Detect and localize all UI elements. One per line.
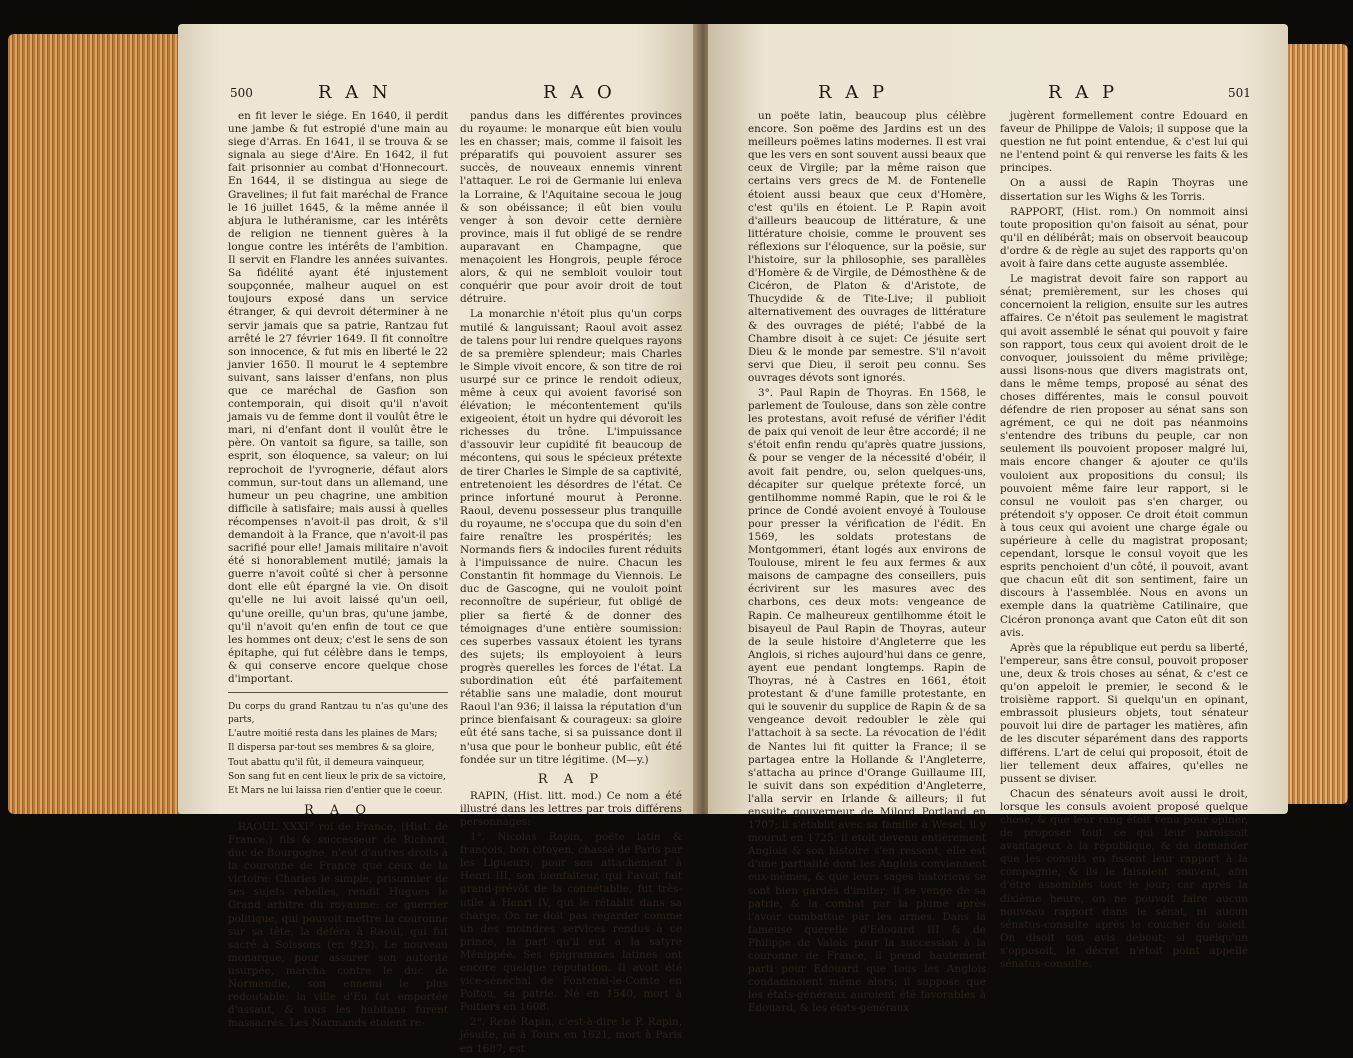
right-page-number: 501	[1228, 86, 1251, 100]
paragraph: On a aussi de Rapin Thoyras une dissertation sur les Wighs & les Torris.	[1000, 177, 1248, 203]
paragraph: jugèrent formellement contre Edouard en faveur de Philippe de Valois; il suppose que la question ne fut point entendue, & c'est lui qui ne l'entend point & qui renverse les faits & les principes.	[1000, 110, 1248, 175]
paragraph: RAPIN, (Hist. litt. mod.) Ce nom a été illustré dans les lettres par trois différens personnages:	[460, 789, 682, 828]
paragraph: pandus dans les différentes provinces du royaume: le monarque eût bien voulu les en chasser; mais, comme il faisoit les préparatifs qui pouvoient assurer ses succès, de nouveaux ennemis vinrent l'attaquer. Le roi de Germanie lui enleva la Lorraine, & l'Aquitaine secoua le joug & son obéissance; il eût bien voulu venger à son devoir cette dernière province, mais il fut obligé de se rendre auparavant en Champagne, que menaçoient les Hongrois, peuple féroce alors, & qui ne sembloit vouloir tout conquérir que pour avoir droit de tout détruire.	[460, 110, 682, 306]
paragraph: 3°. Paul Rapin de Thoyras. En 1568, le parlement de Toulouse, dans son zèle contre les protestans, avoit refusé de vérifier l'édit de paix qui venoit de leur être accordé; il ne s'étoit enfin rendu qu'après quatre jussions, & pour se venger de la nécessité d'obéir, il avoit fait pendre, ou, selon quelques-uns, décapiter sur quelque prétexte forcé, un gentilhomme nommé Rapin, que le roi & le prince de Condé avoient envoyé à Toulouse pour presser la vérification de l'édit. En 1569, les soldats protestans de Montgommeri, étant logés aux environs de Toulouse, mirent le feu aux fermes & aux maisons de campagne des conseillers, puis écrivirent sur les masures avec des charbons, ces deux mots: vengeance de Rapin. Ce malheureux gentilhomme étoit le bisayeul de Paul Rapin de Thoyras, auteur de la seule histoire d'Angleterre que les Anglois, si riches aujourd'hui dans ce genre, ayent eue pendant longtemps. Rapin de Thoyras, né à Castres en 1661, étoit protestant & d'une famille protestante, en qui le souvenir du supplice de Rapin & de sa vengeance devoit redoubler le zèle qui l'attachoit à sa secte. La révocation de l'édit de Nantes lui fit quitter la France; il se partagea entre la Hollande & l'Angleterre, s'attacha au prince d'Orange Guillaume III, le suivit dans son expédition d'Angleterre, l'alla servir en Irlande & ailleurs; il fut ensuite gouverneur de Milord Portland en 1707; il s'établit avec sa famille à Wesel, il y mourut en 1725: il étoit devenu entièrement Anglois & son histoire s'en ressent, elle est d'une partialité dont les Anglois conviennent eux-mêmes, & que leurs sages historiens se sont bien gardés d'imiter; il se venge de sa patrie, & la combat par la plume après l'avoir combattue par les armes. Dans la fameuse querelle d'Edouard III & de Philippe de Valois pour la succession à la couronne de France, il prend hautement parti pour Edouard que tous les Anglois condamnoient même alors; il suppose que les états-généraux auroient été favorables à Edouard, & les états-généraux	[748, 386, 986, 1015]
open-book	[8, 14, 1348, 1055]
left-header-left: R A N	[318, 82, 392, 103]
left-column-2	[460, 110, 682, 1058]
left-page-stack	[8, 34, 188, 814]
paragraph: Le magistrat devoit faire son rapport au sénat; premièrement, sur les choses qui concernoient la religion, ensuite sur les autres affaires. Ce n'étoit pas seulement le magistrat qui avoit assemblé le sénat qui pouvoit y faire son rapport, tous ceux qui avoient droit de le convoquer, jouissoient du même privilège; aussi lisons-nous que divers magistrats ont, dans le même temps, proposé au sénat des choses différentes, mais le consul pouvoit défendre de rien proposer au sénat sans son agrément, ce qui ne doit pas néanmoins s'entendre des tribuns du peuple, car non seulement ils pouvoient proposer malgré lui, mais encore changer & ajouter ce qu'ils vouloient aux propositions du consul; ils pouvoient même faire leur rapport, si le consul ne vouloit pas s'en charger, ou prétendoit s'y opposer. Ce droit étoit commun à tous ceux qui avoient une charge égale ou supérieure à celle du magistrat proposant; cependant, lorsque le consul voyoit que les esprits penchoient d'un côté, il pouvoit, avant que chacun eût dit son sentiment, faire un discours à l'assemblée. Nous en avons un exemple dans la quatrième Catilinaire, que Cicéron prononça avant que Caton eût dit son avis.	[1000, 273, 1248, 639]
paragraph: Après que la république eut perdu sa liberté, l'empereur, sans être consul, pouvoit proposer une, deux & trois choses au sénat, & c'est ce qu'on appeloit le premier, le second & le troisième rapport. Si quelqu'un en opinant, embrassoit plusieurs objets, tout sénateur pouvoit lui dire de partager les matières, afin de les discuter séparément dans des rapports différens. L'art de celui qui proposoit, étoit de lier tellement deux affaires, qu'elles ne pussent se diviser.	[1000, 641, 1248, 785]
verse-line: Il dispersa par-tout ses membres & sa gloire,	[228, 743, 435, 754]
right-header-right: R A P	[1048, 82, 1119, 103]
right-column-1	[748, 110, 986, 1017]
section-title-rao: R A O	[303, 802, 373, 818]
section-title-rap: R A P	[537, 771, 605, 787]
left-page-number: 500	[230, 86, 253, 100]
verse-line: Son sang fut en cent lieux le prix de sa victoire,	[228, 771, 446, 782]
divider	[228, 692, 448, 693]
paragraph: RAPPORT, (Hist. rom.) On nommoit ainsi toute proposition qu'on faisoit au sénat, pour qu'il en délibérât; mais on observoit beaucoup d'ordre & de règle au sujet des rapports qu'on avoit à faire dans cette auguste assemblée.	[1000, 205, 1248, 271]
verse-line: Tout abattu qu'il fût, il demeura vainqueur,	[228, 757, 425, 768]
verse-line: L'autre moitié resta dans les plaines de Mars;	[228, 729, 438, 740]
paragraph: La monarchie n'étoit plus qu'un corps mutilé & languissant; Raoul avoit assez de talens pour lui rendre quelques rayons de sa première splendeur; mais Charles le Simple vivoit encore, & son titre de roi usurpé sur ce prince le rendoit odieux, même à ceux qui avoient favorisé son élévation; le mécontentement qu'ils exigeoient, étoit un hydre qui dévoroit les richesses du trône. L'impuissance d'assouvir leur cupidité fit beaucoup de mécontens, qui sous le spécieux prétexte de tirer Charles le Simple de sa captivité, entretenoient les désordres de l'état. Ce prince infortuné mourut à Peronne. Raoul, devenu possesseur plus tranquille du royaume, ne s'occupa que du soin d'en faire renaître les prospérités; les Normands fiers & indociles furent réduits à l'impuissance de nuire. Chacun les Constantin fit hommage du Viennois. Le duc de Gascogne, qui ne vouloit point reconnoître de supérieur, fut obligé de plier sa fierté & de donner des témoignages d'une entière soumission: ces superbes vassaux étoient les tyrans des sujets; ils employoient à leurs progrès querelles les forces de l'état. La subordination eût été parfaitement rétablie sans une maladie, dont mourut Raoul l'an 936; il laissa la réputation d'un prince bienfaisant & courageux: sa gloire eût été sans tache, si sa puissance dont il n'usa que pour le bonheur public, eût été fondée sur un titre légitime. (M—y.)	[460, 308, 682, 766]
left-page	[178, 24, 698, 1055]
paragraph: RAOUL XXXI° roi de France, (Hist. de France.) fils & successeur de Richard, duc de Bourgogne, n'eut d'autres droits à la couronne de France que ceux de la victoire: Charles le simple, prisonnier de ses sujets rebelles, rendit Hugues le Grand arbitre du royaume: ce guerrier politique, qui pouvoit mettre la couronne sur sa tête, la déféra à Raoul, qui fut sacré à Soissons (en 923). Le nouveau monarque, pour assurer son autorité usurpée, marcha contre le duc de Normandie, son ennemi le plus redoutable; la ville d'Eu fut emportée d'assaut, & tous les habitans furent massacrés. Les Normands étoient re-	[228, 820, 448, 1030]
paragraph: 2°. René Rapin, c'est-à-dire le P. Rapin, jésuite, né à Tours en 1621, mort à Paris en 1687, est	[460, 1016, 682, 1055]
left-header-right: R A O	[543, 82, 616, 103]
paragraph: en fit lever le siége. En 1640, il perdit une jambe & fut estropié d'une main au siege d'Arras. En 1641, il se trouva & se signala au siege d'Aire. En 1642, il fut fait prisonnier au combat d'Honnecourt. En 1644, il se distingua au siege de Gravelines; il fut fait maréchal de France le 16 juillet 1645, & la même année il abjura le luthéranisme, car les intérêts de religion ne tiennent guères à la longue contre les intérêts de l'ambition. Il servit en Flandre les années suivantes. Sa fidélité ayant été injustement soupçonnée, malheur auquel on est toujours exposé dans un service étranger, & qui devroit déterminer à ne servir jamais que sa patrie, Rantzau fut arrêté le 27 février 1649. Il fit connoître son innocence, & fut mis en liberté le 22 janvier 1650. Il mourut le 4 septembre suivant, sans laisser d'enfans, non plus que ce maréchal de Gasfion son contemporain, qui disoit qu'il n'avoit jamais vu de femme dont il voulût être le mari, ni d'enfant dont il voulût être le père. On vantoit sa figure, sa taille, son esprit, son éloquence, sa valeur; on lui reprochoit de l'yvrognerie, défaut alors commun, sur-tout dans un allemand, une humeur un peu chagrine, une ambition difficile à satisfaire; mais aussi à quelles récompenses n'avoit-il pas droit, & s'il demandoit à la France, que n'avoit-il pas sacrifié pour elle! Jamais militaire n'avoit été si honorablement mutilé; jamais la guerre n'avoit coûté si cher à personne dont elle eût épargné la vie. On disoit qu'elle ne lui avoit laissé qu'un oeil, qu'une oreille, qu'un bras, qu'une jambe, qu'il n'avoit qu'en enfin de tout ce que les hommes ont deux; c'est le sens de son épitaphe, qui fut célèbre dans le temps, & qui conserve encore quelque chose d'important.	[228, 110, 448, 686]
right-header-left: R A P	[818, 82, 889, 103]
right-page-stack	[1288, 44, 1348, 804]
right-page	[708, 24, 1288, 1015]
left-column-1	[228, 110, 448, 1032]
paragraph: 1°. Nicolas Rapin, poëte latin & françois, bon citoyen, chassé de Paris par les Ligueurs, pour son attachement à Henri III, son bienfaiteur, qui l'avoit fait grand-prévôt de la connétablie, fut très-utile à Henri IV, qui le rétablit dans sa charge. On ne doit pas regarder comme un des moindres services rendus à ce prince, la part qu'il eut à la satyre Ménippée. Ses épigrammes latines ont encore quelque réputation. Il avoit été vice-sénéchal de Fontenai-le-Comte en Poitou, sa patrie. Né en 1540, mort à Poitiers en 1608.	[460, 831, 682, 1014]
right-column-2	[1000, 110, 1248, 973]
verse-line: Et Mars ne lui laissa rien d'entier que le coeur.	[228, 785, 443, 796]
paragraph: un poëte latin, beaucoup plus célèbre encore. Son poëme des Jardins est un des meilleurs poëmes latins modernes. Il est vrai que les vers en sont souvent aussi beaux que ceux de Virgile; par la même raison que certains vers grecs de M. de Fontenelle étoient aussi beaux que ceux d'Homère, c'est qu'ils en étoient. Le P. Rapin avoit d'ailleurs beaucoup de littérature, & une littérature choisie, comme le prouvent ses réflexions sur l'éloquence, sur la poësie, sur l'histoire, sur la philosophie, ses parallèles d'Homère & de Virgile, de Démosthène & de Cicéron, de Platon & d'Aristote, de Thucydide & de Tite-Live; il publioit alternativement des ouvrages de littérature & des ouvrages de piété; l'abbé de la Chambre disoit à ce sujet: Ce jésuite sert Dieu & le monde par semestre. S'il n'avoit servi que Dieu, il seroit peu connu. Ses ouvrages dévots sont ignorés.	[748, 110, 986, 384]
paragraph: Chacun des sénateurs avoit aussi le droit, lorsque les consuls avoient proposé quelque chose, & que leur rang étoit venu pour opiner, de proposer tout ce qui leur paroissoit avantageux à la république, & de demander que les consuls en fissent leur rapport à la compagnie, & ils le faisoient souvent, afin d'être assemblés tout le jour; car après la dixième heure, on ne pouvoit faire aucun nouveau rapport dans le sénat, ni aucun sénatus-consulte après le coucher du soleil. On disoit son avis debout; si quelqu'un s'opposoit, le décret n'étoit point appellé sénatus-consulte.	[1000, 787, 1248, 970]
verse-line: Du corps du grand Rantzau tu n'as qu'une des parts,	[228, 702, 448, 726]
